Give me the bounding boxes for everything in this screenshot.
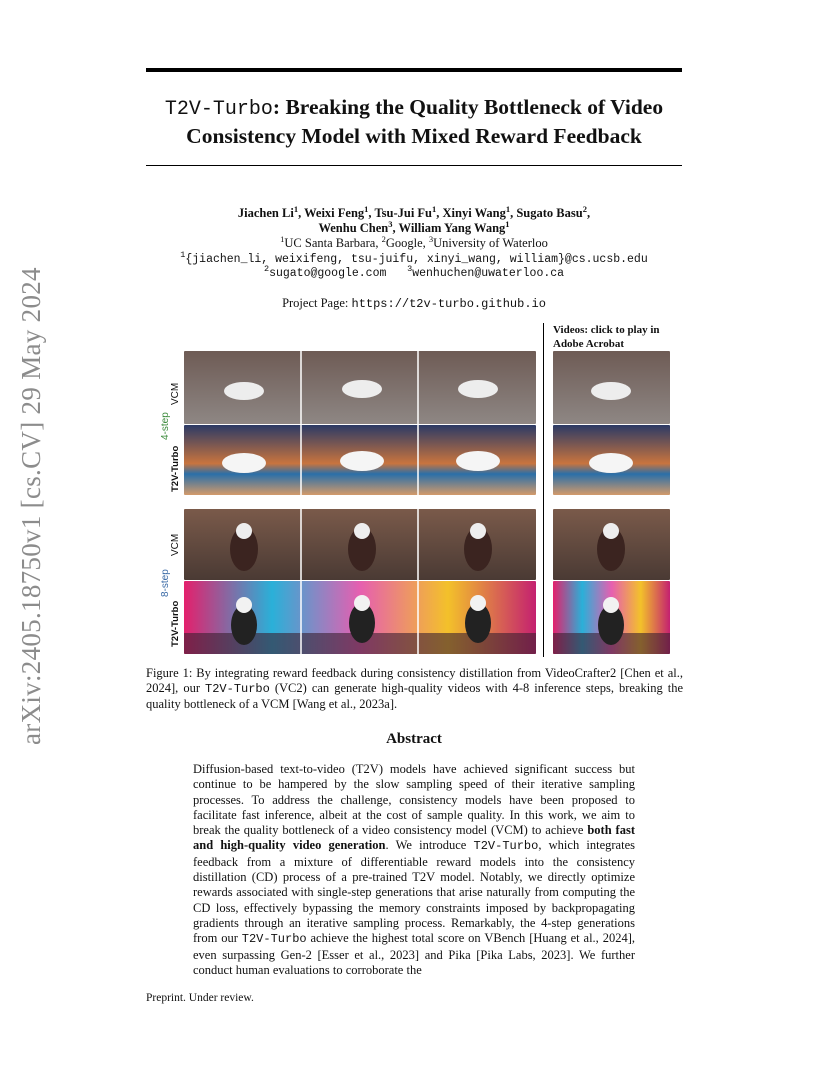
author-name: Xinyi Wang bbox=[442, 206, 506, 220]
author-sup: 1 bbox=[293, 203, 299, 214]
author-sup: 2 bbox=[582, 203, 587, 214]
video-frame-vcm-panda[interactable] bbox=[184, 509, 536, 580]
video-frame-t2v-horse-right[interactable] bbox=[553, 425, 670, 495]
paper-title bbox=[146, 94, 682, 150]
row-label-t2v-turbo-8: T2V-Turbo bbox=[170, 600, 181, 647]
abstract-text: achieve the highest total score on VBench [Huang et al., 2024], even surpassing Gen-2 [Esser et al., 2023] and Pika [Pika Labs, 2023]. We further conduct human evaluations to corroborate the bbox=[193, 931, 635, 977]
affiliations: $^1$UC Santa Barbara, $^2$Google, $^3$University of Waterloo bbox=[280, 233, 548, 250]
authors-line1: Jiachen Li$^1$, Weixi Feng$^1$, Tsu-Jui Fu$^1$, Xinyi Wang$^1$, Sugato Basu$^2$, bbox=[237, 203, 591, 220]
row-label-t2v-turbo-4: T2V-Turbo bbox=[170, 445, 181, 492]
email-sup: 1 bbox=[180, 250, 186, 261]
video-frame-t2v-panda-right[interactable] bbox=[553, 581, 670, 654]
title-model-name: T2V-Turbo bbox=[164, 98, 273, 121]
affil-sup: 2 bbox=[381, 233, 386, 244]
author-sup: 1 bbox=[364, 203, 369, 214]
video-frame-t2v-panda[interactable] bbox=[184, 581, 536, 654]
emails-line2 bbox=[146, 266, 682, 281]
row-label-vcm-8: VCM bbox=[170, 533, 181, 556]
email-sup: 2 bbox=[263, 264, 270, 275]
affil-sup: 1 bbox=[280, 233, 285, 244]
video-frame-vcm-horse-right[interactable] bbox=[553, 351, 670, 424]
abstract-model: T2V-Turbo bbox=[241, 932, 307, 947]
author-name: Jiachen Li bbox=[237, 206, 294, 220]
video-frame-vcm-panda-right[interactable] bbox=[553, 509, 670, 580]
abstract-text: , which integrates feedback from a mixture of differentiable reward models into the consistency distillation (CD) process of a pre-trained T2V model. Notably, we directly optimize rewards associated with single-step generations that arise naturally from computing the CD loss, effectively bypassing the memory constraints imposed by backpropagating gradients through an iterative sampling process. Remarkably, the 4-step generations from our bbox=[193, 838, 635, 946]
author-sup: 1 bbox=[432, 203, 437, 214]
project-page bbox=[146, 296, 682, 312]
row-label-vcm-4: VCM bbox=[170, 382, 181, 405]
title-line1: : Breaking the Quality Bottleneck of Video bbox=[272, 95, 664, 119]
affiliation: Google bbox=[385, 236, 423, 250]
abstract-text: Diffusion-based text-to-video (T2V) models have achieved significant success but continue to be hampered by the slow sampling speed of their iterative sampling processes. To address the challenge, consistency models have been proposed to facilitate fast inference, albeit at the cost of sample quality. In this work, we aim to break the quality bottleneck of a video consistency model (VCM) to achieve bbox=[193, 762, 635, 838]
affil-sup: 3 bbox=[428, 233, 434, 244]
email-sup: 3 bbox=[407, 264, 413, 275]
videos-note bbox=[553, 323, 693, 351]
author-name: Sugato Basu bbox=[516, 206, 583, 220]
author-name: William Yang Wang bbox=[398, 221, 506, 235]
video-frame-vcm-horse[interactable] bbox=[184, 351, 536, 424]
author-sup: 1 bbox=[505, 218, 510, 229]
group-label-4-step: 4-step bbox=[160, 412, 171, 440]
video-frame-t2v-horse[interactable] bbox=[184, 425, 536, 495]
author-name: Wenhu Chen bbox=[318, 221, 389, 235]
videos-note-line1: Videos: click to play in bbox=[553, 324, 660, 336]
emails-line1 bbox=[146, 252, 682, 267]
author-sup: 3 bbox=[388, 218, 393, 229]
author-name: Weixi Feng bbox=[304, 206, 365, 220]
email-list: {jiachen_li, weixifeng, tsu-juifu, xinyi_wang, william}@cs.ucsb.edu bbox=[185, 253, 648, 266]
abstract-heading: Abstract bbox=[386, 731, 442, 747]
title-top-rule bbox=[146, 68, 682, 72]
arxiv-stamp: arXiv:2405.18750v1 [cs.CV] 29 May 2024 bbox=[16, 267, 46, 745]
videos-note-line2: Adobe Acrobat bbox=[553, 338, 624, 350]
footer-note: Preprint. Under review. bbox=[146, 992, 254, 1004]
caption-text-end: (VC2) can generate high-quality videos with 4-8 inference steps, breaking the quality bottleneck of a VCM [Wang et al., 2023a]. bbox=[146, 681, 684, 711]
email-google: sugato@google.com bbox=[269, 267, 387, 280]
caption-text: Figure 1: By integrating reward feedback during consistency distillation from VideoCrafter2 [Chen et al., 2024], our bbox=[146, 666, 683, 695]
author-sup: 1 bbox=[505, 203, 511, 214]
title-line2: Consistency Model with Mixed Reward Feedback bbox=[186, 124, 642, 148]
project-page-link[interactable]: https://t2v-turbo.github.io bbox=[351, 297, 546, 311]
author-name: Tsu-Jui Fu bbox=[374, 206, 433, 220]
title-bottom-rule bbox=[146, 165, 682, 166]
email-waterloo: wenhuchen@uwaterloo.ca bbox=[412, 267, 565, 280]
abstract-text: . We introduce bbox=[385, 838, 474, 853]
abstract-body bbox=[193, 762, 635, 978]
abstract-bold: both fast and high-quality video generation bbox=[193, 823, 635, 853]
affiliation: UC Santa Barbara bbox=[284, 236, 376, 250]
project-page-label: Project Page: bbox=[282, 296, 352, 310]
group-label-8-step: 8-step bbox=[160, 569, 171, 597]
figure-divider bbox=[543, 323, 544, 657]
figure-caption bbox=[146, 666, 683, 712]
authors-line2: Wenhu Chen$^3$, William Yang Wang$^1$ bbox=[318, 218, 510, 235]
caption-model: T2V-Turbo bbox=[205, 682, 270, 696]
abstract-model: T2V-Turbo bbox=[473, 839, 539, 854]
affiliation: University of Waterloo bbox=[433, 236, 548, 250]
